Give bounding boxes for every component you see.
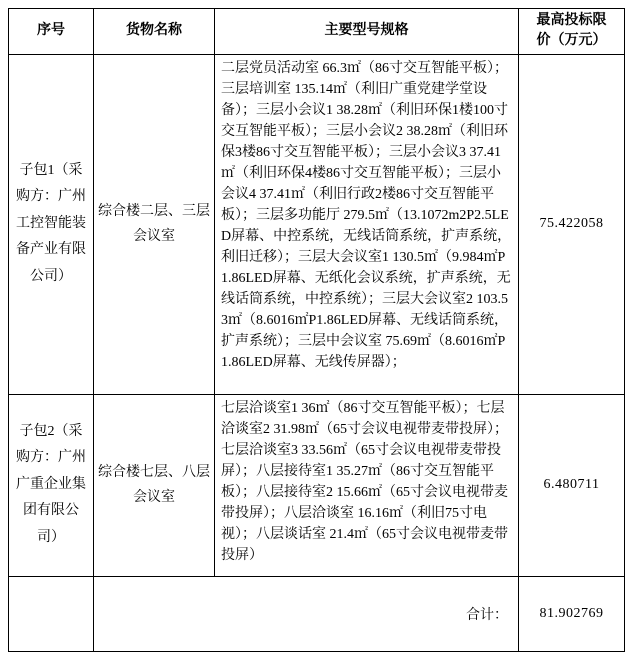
package1-serial-cell: 子包1（采购方：广州工控智能装备产业有限公司） [9, 54, 94, 394]
package2-serial-cell: 子包2（采购方：广州广重企业集团有限公司） [9, 394, 94, 576]
package2-goods-name-cell: 综合楼七层、八层会议室 [94, 394, 215, 576]
table-row-package1 [9, 54, 625, 394]
col-header-serial: 序号 [9, 9, 94, 55]
col-header-max-price: 最高投标限价（万元） [519, 9, 625, 55]
total-label: 合计： [94, 576, 519, 651]
total-value: 81.902769 [519, 576, 625, 651]
total-row [9, 576, 625, 651]
procurement-table [8, 8, 625, 652]
header-row [9, 9, 625, 55]
package1-max-price-cell: 75.422058 [519, 54, 625, 394]
package2-max-price-cell: 6.480711 [519, 394, 625, 576]
package2-specs-cell: 七层洽谈室1 36㎡（86寸交互智能平板）；七层洽谈室2 31.98㎡（65寸会议电视带麦带投屏）；七层洽谈室3 33.56㎡（65寸会议电视带麦带投屏）；八层接待室1 35.27㎡（86寸交互智能平板）；八层接待室2 15.66㎡（65寸会议电视带麦带投屏）；八层洽谈室 16.16㎡（利旧75寸电视）；八层谈话室 21.4㎡（65寸会议电视带麦带投屏） [215, 394, 519, 576]
col-header-goods-name: 货物名称 [94, 9, 215, 55]
table-row-package2 [9, 394, 625, 576]
package1-specs-cell: 二层党员活动室 66.3㎡（86寸交互智能平板）；三层培训室 135.14㎡（利旧广重党建学堂设备）；三层小会议1 38.28㎡（利旧环保1楼100寸交互智能平板）；三层小会议2 38.28㎡（利旧环保3楼86寸交互智能平板）；三层小会议3 37.41㎡（利旧环保4楼86寸交互智能平板）；三层小会议4 37.41㎡（利旧行政2楼86寸交互智能平板）；三层多功能厅 279.5㎡（13.1072m2P2.5LED屏幕、中控系统，无线话筒系统，扩声系统，利旧迁移）；三层大会议室1 130.5㎡（9.984㎡P1.86LED屏幕、无纸化会议系统，扩声系统，无线话筒系统，中控系统）；三层大会议室2 103.53㎡（8.6016㎡P1.86LED屏幕、无线话筒系统，扩声系统）；三层中会议室 75.69㎡（8.6016㎡P1.86LED屏幕、无线传屏器）； [215, 54, 519, 394]
package1-goods-name-cell: 综合楼二层、三层会议室 [94, 54, 215, 394]
total-row-empty-cell [9, 576, 94, 651]
col-header-specs: 主要型号规格 [215, 9, 519, 55]
